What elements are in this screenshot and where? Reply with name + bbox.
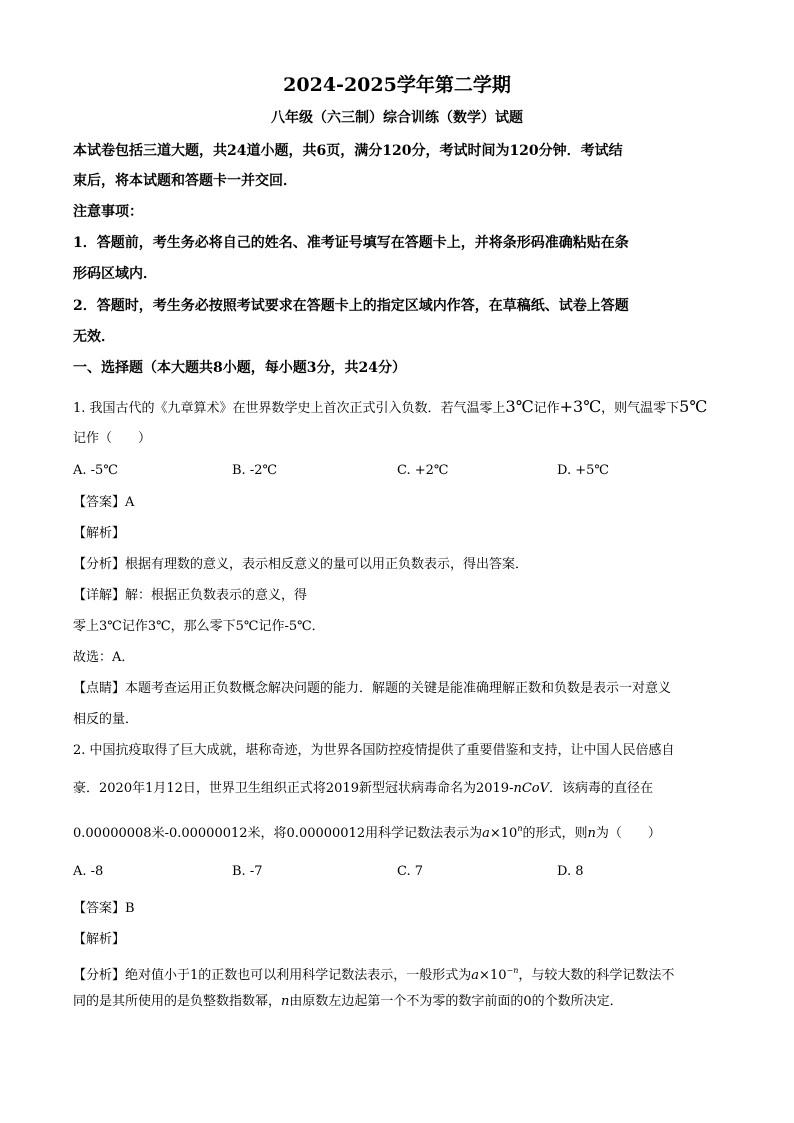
q2-fenxi-times: ×10 — [479, 968, 507, 983]
q2-line-2-b: ．该病毒的直径在 — [549, 781, 654, 796]
q1-stem-c: ，则气温零下 — [601, 401, 680, 416]
q2-line-3-b: 的形式，则 — [522, 826, 588, 841]
q1-comment-line-2: 相反的量． — [73, 712, 139, 727]
q1-temp-2: +3℃ — [559, 397, 602, 416]
q1-option-b: B. -2℃ — [232, 463, 278, 478]
q2-stem-line-3 — [73, 819, 661, 844]
q2-fenxi-line-1 — [73, 961, 674, 986]
note-2-line-2: 无效． — [73, 329, 115, 345]
q2-option-b: B. -7 — [232, 864, 263, 879]
page-title: 2024-2025学年第二学期 — [283, 74, 511, 96]
intro-line-1: 本试卷包括三道大题，共24道小题，共6页，满分120分，考试时间为120分钟．考试结 — [73, 143, 623, 159]
q2-answer: 【答案】B — [73, 901, 135, 916]
q2-var-n: n — [587, 826, 596, 841]
q2-fenxi-var-a: a — [471, 968, 480, 983]
q2-fenxi-1-b: ，与较大数的科学记数法不 — [518, 968, 675, 983]
q2-fenxi-exponent: −n — [506, 966, 519, 975]
q2-analysis-label: 【解析】 — [73, 932, 126, 947]
q2-fenxi-1-a: 【分析】绝对值小于1的正数也可以利用科学记数法表示，一般形式为 — [73, 968, 472, 983]
q2-stem-line-1: 2. 中国抗疫取得了巨大成就，堪称奇迹，为世界各国防控疫情提供了重要借鉴和支持，让中国人民倍感自 — [73, 743, 675, 758]
q1-option-d: D. +5℃ — [557, 463, 609, 478]
q2-fenxi-var-n: n — [281, 994, 290, 1009]
q2-line-3-c: 为（ ） — [595, 826, 661, 841]
notes-heading: 注意事项： — [73, 204, 143, 220]
q1-comment-line-1: 【点睛】本题考查运用正负数概念解决问题的能力．解题的关键是能准确理解正数和负数是表示一对意义 — [73, 681, 672, 696]
q2-line-3-a: 0.00000008米-0.00000012米，将0.00000012用科学记数法表示为 — [73, 826, 483, 841]
note-2-line-1: 2．答题时，考生务必按照考试要求在答题卡上的指定区域内作答，在草稿纸、试卷上答题 — [73, 298, 629, 314]
q1-choose: 故选：A． — [73, 650, 135, 665]
q1-stem-line-2: 记作（ ） — [73, 431, 152, 446]
q2-fenxi-2-a: 同的是其所使用的是负整数指数幂， — [73, 994, 282, 1009]
q2-times-ten: ×10 — [489, 826, 518, 841]
note-1-line-1: 1．答题前，考生务必将自己的姓名、准考证号填写在答题卡上，并将条形码准确粘贴在条 — [73, 235, 629, 251]
q1-fenxi: 【分析】根据有理数的意义，表示相反意义的量可以用正负数表示，得出答案． — [73, 557, 529, 572]
q2-option-a: A. -8 — [73, 864, 104, 879]
q2-line-2-a: 豪．2020年1月12日，世界卫生组织正式将2019新型冠状病毒命名为2019- — [73, 781, 514, 796]
q1-detail-2: 零上3℃记作3℃，那么零下5℃记作-5℃． — [73, 619, 325, 634]
q1-analysis-label: 【解析】 — [73, 526, 126, 541]
q2-option-d: D. 8 — [557, 864, 584, 879]
intro-line-2: 束后，将本试题和答题卡一并交回． — [73, 173, 297, 189]
q1-answer: 【答案】A — [73, 495, 135, 510]
section-1-heading: 一、选择题（本大题共8小题，每小题3分，共24分） — [73, 360, 406, 376]
q2-exponent: n — [517, 824, 523, 833]
q2-virus-name: nCoV — [513, 781, 550, 796]
q1-temp-1: 3℃ — [505, 397, 534, 416]
q1-stem-b: 记作 — [533, 401, 560, 416]
note-1-line-2: 形码区域内． — [73, 266, 157, 282]
q1-option-c: C. +2℃ — [397, 463, 449, 478]
q2-stem-line-2 — [73, 779, 653, 799]
q2-option-c: C. 7 — [397, 864, 424, 879]
q2-fenxi-2-b: 由原数左边起第一个不为零的数字前面的0的个数所决定． — [289, 994, 623, 1009]
q1-stem-a: 1. 我国古代的《九章算术》在世界数学史上首次正式引入负数．若气温零上 — [73, 401, 506, 416]
q1-option-a: A. -5℃ — [73, 463, 118, 478]
page-subtitle: 八年级（六三制）综合训练（数学）试题 — [271, 110, 523, 126]
q1-detail: 【详解】解：根据正负数表示的意义，得 — [73, 588, 308, 603]
q2-var-a: a — [482, 826, 490, 841]
q1-stem-line-1 — [73, 397, 707, 419]
q1-temp-3: 5℃ — [679, 397, 708, 416]
q2-fenxi-line-2 — [73, 992, 623, 1012]
